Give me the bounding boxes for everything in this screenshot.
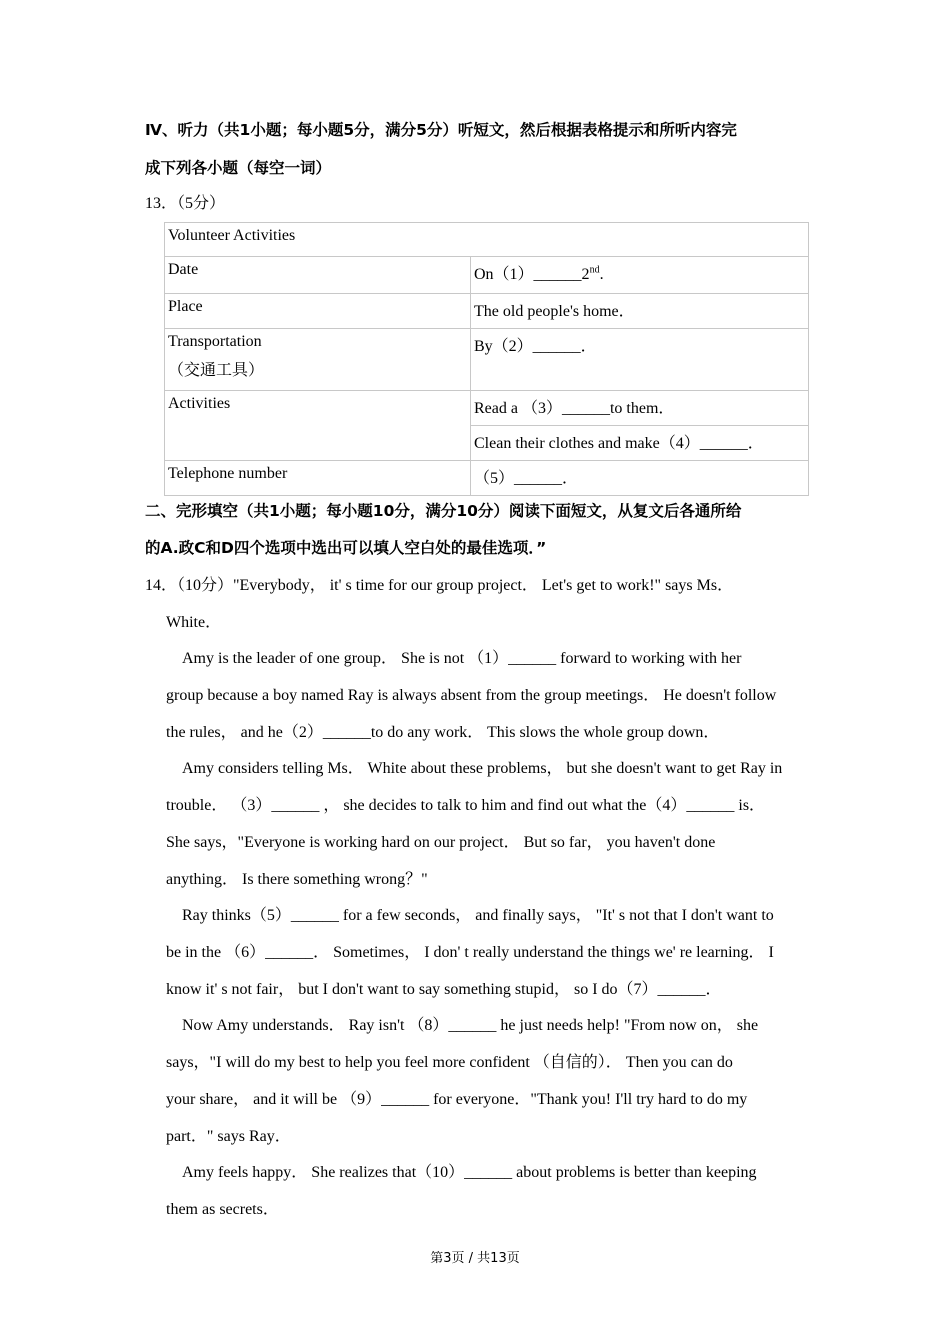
section-4-heading-line-1: Ⅳ、听力（共1小题；每小题5分，满分5分）听短文，然后根据表格提示和所听内容完: [145, 121, 737, 139]
passage-line: the rules， and he（2）______to do any work． This slows the whole group down．: [166, 724, 720, 741]
activities-label: Activities: [165, 391, 471, 461]
table-title: Volunteer Activities: [165, 223, 809, 257]
passage-line: Amy is the leader of one group． She is not （1）______ forward to working with her: [182, 650, 742, 667]
transportation-cn-note: （交通工具）: [168, 362, 265, 379]
passage-line: says，"I will do my best to help you feel more confident （自信的）． Then you can do: [166, 1054, 733, 1071]
passage-line: Amy considers telling Ms． White about these problems， but she doesn't want to get Ray in: [182, 760, 783, 777]
place-value: The old people's home．: [471, 294, 809, 329]
section-2-heading-line-2: 的A.政C和D四个选项中选出可以填人空白处的最佳选项．”: [145, 539, 547, 557]
transportation-value: By（2）______．: [471, 329, 809, 391]
telephone-label: Telephone number: [165, 461, 471, 496]
passage-line: Now Amy understands． Ray isn't （8）______ he just needs help! "From now on， she: [182, 1017, 759, 1034]
passage-line: be in the （6）______． Sometimes， I don' t really understand the things we' re learning． I: [166, 944, 774, 961]
place-label: Place: [165, 294, 471, 329]
passage-line: Ray thinks（5）______ for a few seconds， and finally says， "It' s not that I don't want to: [182, 907, 774, 924]
date-value: On（1）______2nd.: [471, 257, 809, 294]
activity-2: Clean their clothes and make（4）______．: [471, 426, 809, 461]
telephone-value: （5）______．: [471, 461, 809, 496]
date-label: Date: [165, 257, 471, 294]
page-footer: 第3页 / 共13页: [430, 1251, 520, 1266]
section-2-heading-line-1: 二、完形填空（共1小题；每小题10分，满分10分）阅读下面短文，从复文后各通所给: [145, 502, 742, 520]
passage-line: She says，"Everyone is working hard on our project． But so far， you haven't done: [166, 834, 716, 851]
date-ordinal-suffix: nd: [589, 264, 600, 276]
passage-line: part．" says Ray．: [166, 1128, 291, 1145]
transportation-label: Transportation （交通工具）: [165, 329, 471, 391]
passage-line: trouble． （3）______ ， she decides to talk to him and find out what the（4）______ is．: [166, 797, 766, 814]
activity-1: Read a （3）______to them．: [471, 391, 809, 426]
passage-line: know it' s not fair， but I don't want to say something stupid， so I do（7）______．: [166, 981, 722, 998]
question-13-label: 13．（5分）: [145, 195, 226, 212]
question-14-line: 14．（10分）"Everybody， it' s time for our group project． Let's get to work!" says Ms．: [145, 577, 734, 594]
volunteer-activities-table: [164, 222, 809, 496]
passage-line: anything． Is there something wrong？": [166, 871, 428, 888]
passage-line: group because a boy named Ray is always absent from the group meetings． He doesn't follow: [166, 687, 777, 704]
section-4-heading-line-2: 成下列各小题（每空一词）: [145, 159, 332, 177]
passage-line: Amy feels happy． She realizes that（10）______ about problems is better than keeping: [182, 1164, 757, 1181]
passage-line: White．: [166, 614, 222, 631]
passage-line: them as secrets．: [166, 1201, 279, 1218]
passage-line: your share， and it will be （9）______ for everyone．"Thank you! I'll try hard to do my: [166, 1091, 748, 1108]
